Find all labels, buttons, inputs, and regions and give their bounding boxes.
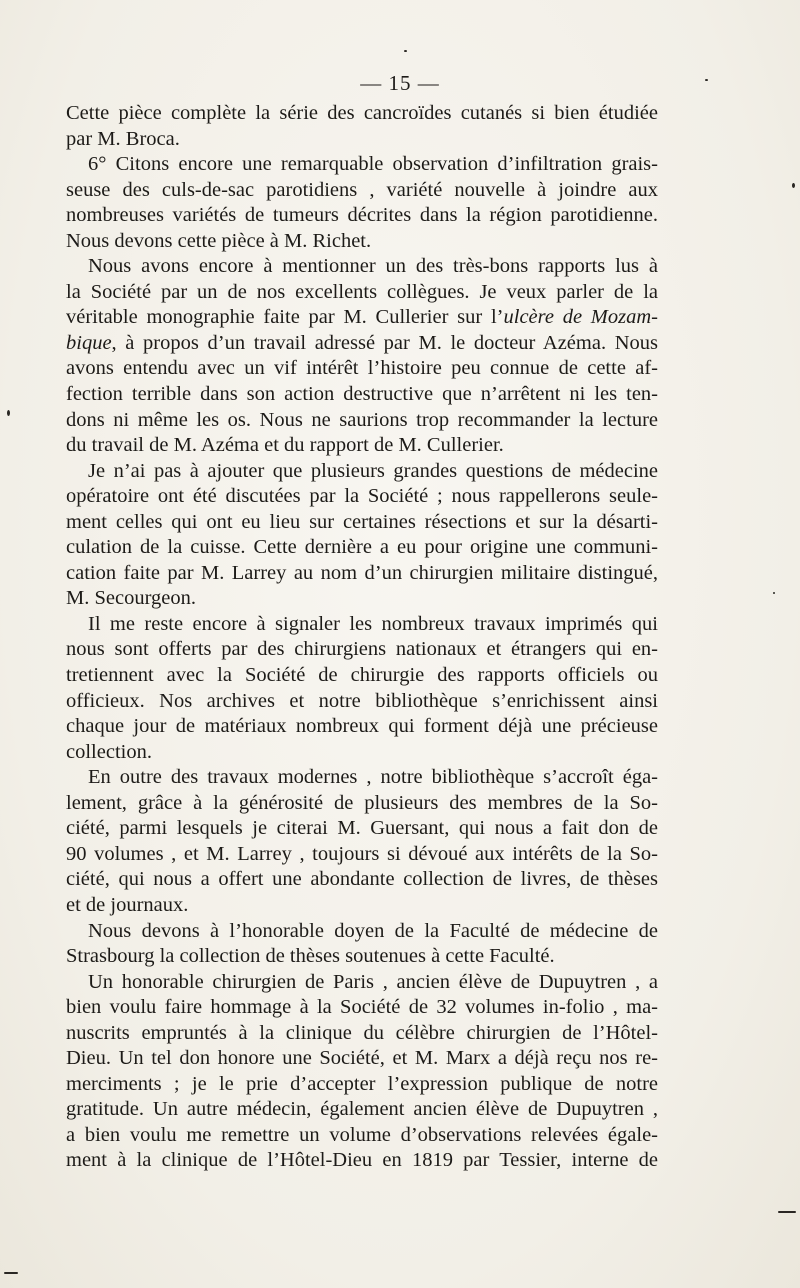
text-line: Strasbourg la collection de thèses soutenues à cette Faculté. <box>66 945 555 968</box>
text-line: a bien voulu me remettre un volume d’observations relevées égale- <box>66 1123 658 1146</box>
scan-speck <box>778 1211 796 1213</box>
text-line: avons entendu avec un vif intérêt l’histoire peu connue de cette af- <box>66 357 658 380</box>
text-line: lement, grâce à la générosité de plusieurs des membres de la So- <box>66 791 658 814</box>
text-line: cation faite par M. Larrey au nom d’un chirurgien militaire distingué, <box>66 561 658 584</box>
body-text <box>66 101 658 1174</box>
text-line: bique, à propos d’un travail adressé par M. le docteur Azéma. Nous <box>66 331 658 354</box>
text-line: Dieu. Un tel don honore une Société, et M. Marx a déjà reçu nos re- <box>66 1047 658 1070</box>
text-line: par M. Broca. <box>66 127 180 150</box>
scan-speck <box>792 183 795 188</box>
text-line: nuscrits empruntés à la clinique du célèbre chirurgien de l’Hôtel- <box>66 1021 658 1044</box>
text-line: chaque jour de matériaux nombreux qui forment déjà une précieuse <box>66 715 658 738</box>
text-line: ciété, qui nous a offert une abondante collection de livres, de thèses <box>66 868 658 891</box>
text-line: collection. <box>66 740 152 763</box>
scan-speck <box>705 79 708 81</box>
text-line: En outre des travaux modernes , notre bibliothèque s’accroît éga- <box>88 766 658 789</box>
scan-speck <box>773 592 775 594</box>
text-line: culation de la cuisse. Cette dernière a eu pour origine une communi- <box>66 536 658 559</box>
text-line: ciété, parmi lesquels je citerai M. Guersant, qui nous a fait don de <box>66 817 658 840</box>
text-line: dons ni même les os. Nous ne saurions trop recommander la lecture <box>66 408 658 431</box>
text-line: et de journaux. <box>66 893 189 916</box>
scan-speck <box>404 50 407 52</box>
text-line: bien voulu faire hommage à la Société de 32 volumes in-folio , ma- <box>66 996 658 1019</box>
text-line: opératoire ont été discutées par la Société ; nous rappellerons seule- <box>66 485 658 508</box>
text-line: Cette pièce complète la série des cancroïdes cutanés si bien étudiée <box>66 102 658 124</box>
text-line: 90 volumes , et M. Larrey , toujours si dévoué aux intérêts de la So- <box>66 842 658 865</box>
text-line: la Société par un de nos excellents collègues. Je veux parler de la <box>66 280 658 303</box>
text-line: ment celles qui ont eu lieu sur certaines résections et sur la désarti- <box>66 510 658 533</box>
text-line: fection terrible dans son action destructive que n’arrêtent ni les ten- <box>66 383 658 406</box>
text-line: nous sont offerts par des chirurgiens nationaux et étrangers qui en- <box>66 638 658 661</box>
text-line: véritable monographie faite par M. Cullerier sur l’ulcère de Mozam- <box>66 306 658 329</box>
text-line: merciments ; je le prie d’accepter l’expression publique de notre <box>66 1072 658 1095</box>
text-line: Nous avons encore à mentionner un des très-bons rapports lus à <box>88 255 658 278</box>
scan-speck <box>7 410 10 416</box>
scan-speck <box>4 1272 18 1274</box>
text-line: gratitude. Un autre médecin, également ancien élève de Dupuytren , <box>66 1098 658 1121</box>
text-line: ment à la clinique de l’Hôtel-Dieu en 1819 par Tessier, interne de <box>66 1149 658 1172</box>
text-line: Un honorable chirurgien de Paris , ancien élève de Dupuytren , a <box>88 970 658 993</box>
text-line: nombreuses variétés de tumeurs décrites dans la région parotidienne. <box>66 204 658 227</box>
text-line: Je n’ai pas à ajouter que plusieurs grandes questions de médecine <box>88 459 658 482</box>
text-line: seuse des culs-de-sac parotidiens , variété nouvelle à joindre aux <box>66 178 658 201</box>
text-line: Il me reste encore à signaler les nombreux travaux imprimés qui <box>88 612 658 635</box>
text-line: Nous devons à l’honorable doyen de la Faculté de médecine de <box>88 919 658 942</box>
text-line: tretiennent avec la Société de chirurgie des rapports officiels ou <box>66 664 658 687</box>
text-line: officieux. Nos archives et notre bibliothèque s’enrichissent ainsi <box>66 689 658 712</box>
text-line: M. Secourgeon. <box>66 587 197 610</box>
text-line: 6° Citons encore une remarquable observation d’infiltration grais- <box>88 153 658 176</box>
text-line: Nous devons cette pièce à M. Richet. <box>66 229 372 252</box>
text-line: du travail de M. Azéma et du rapport de M. Cullerier. <box>66 434 504 457</box>
page-number: — 15 — <box>360 71 440 95</box>
